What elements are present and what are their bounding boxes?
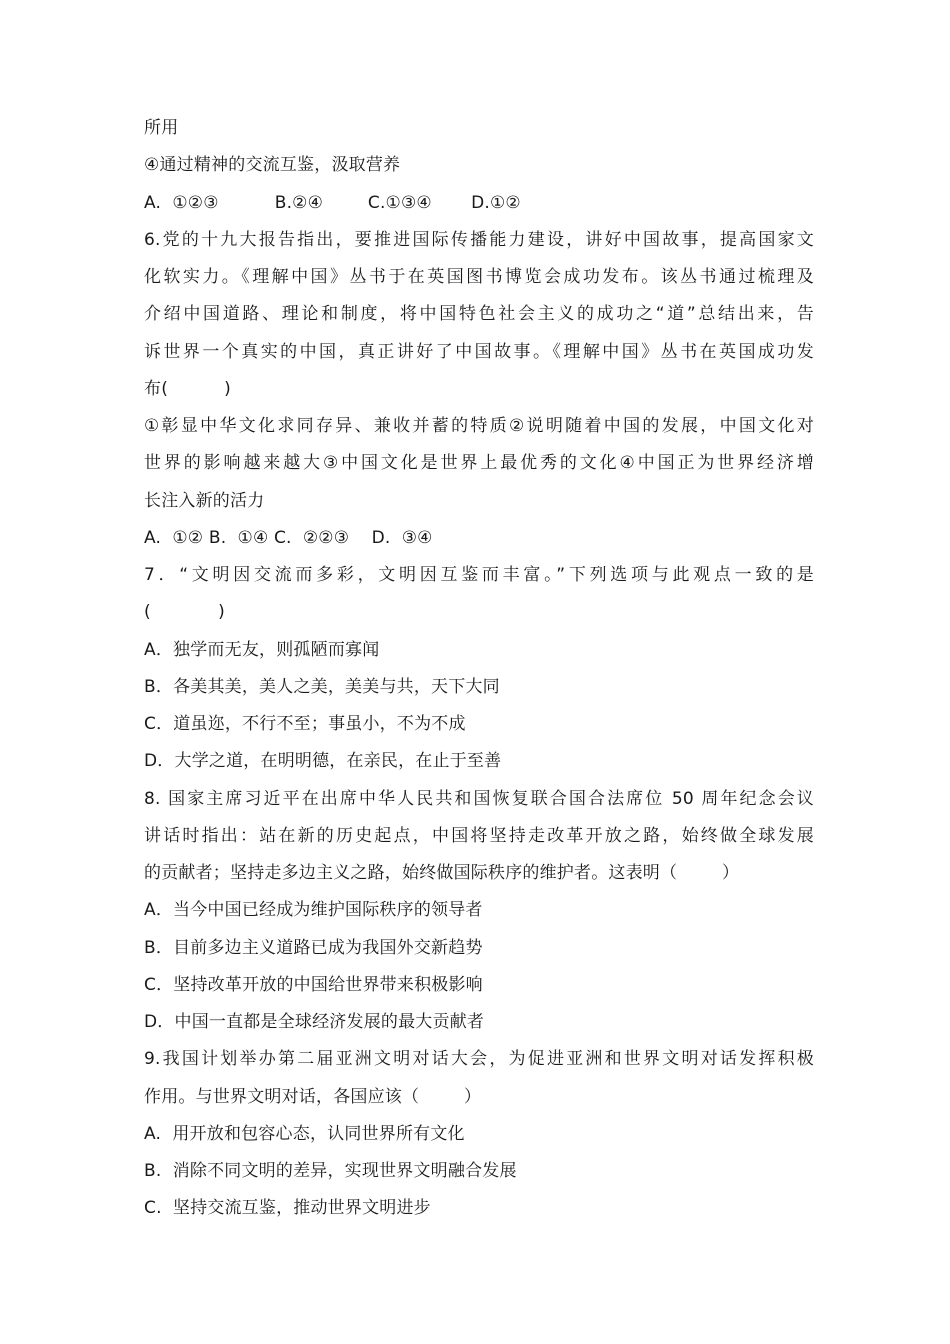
question-6-text: 诉世界一个真实的中国，真正讲好了中国故事。《理解中国》丛书在英国成功发 bbox=[144, 341, 814, 362]
question-8-text: 的贡献者；坚持走多边主义之路，始终做国际秩序的维护者。这表明（ ） bbox=[144, 863, 740, 883]
document-body bbox=[144, 110, 814, 1228]
question-6-text: 布( ) bbox=[144, 378, 231, 399]
option-b-q9: B. 消除不同文明的差异，实现世界文明融合发展 bbox=[144, 1161, 517, 1181]
question-7-text: 7．“文明因交流而多彩，文明因互鉴而丰富。”下列选项与此观点一致的是 bbox=[144, 565, 814, 585]
question-6-text: 介绍中国道路、理论和制度，将中国特色社会主义的成功之“道”总结出来，告 bbox=[144, 304, 814, 325]
option-d-q8: D．中国一直都是全球经济发展的最大贡献者 bbox=[144, 1012, 485, 1032]
option-a-q9: A. 用开放和包容心态，认同世界所有文化 bbox=[144, 1123, 465, 1144]
question-6-statements: 世界的影响越来越大③中国文化是世界上最优秀的文化④中国正为世界经济增 bbox=[144, 453, 814, 474]
option-b-q8: B．目前多边主义道路已成为我国外交新趋势 bbox=[144, 937, 483, 958]
option-b-q7: B．各美其美，美人之美，美美与共，天下大同 bbox=[144, 676, 500, 697]
option-a-q7: A．独学而无友，则孤陋而寡闻 bbox=[144, 639, 380, 660]
question-6-statements: ①彰显中华文化求同存异、兼收并蓄的特质②说明随着中国的发展，中国文化对 bbox=[144, 416, 814, 436]
question-6-text: 化软实力。《理解中国》丛书于在英国图书博览会成功发布。该丛书通过梳理及 bbox=[144, 267, 814, 287]
question-8-text: 8. 国家主席习近平在出席中华人民共和国恢复联合国合法席位 50 周年纪念会议 bbox=[144, 788, 814, 809]
option-c-q9: C. 坚持交流互鉴，推动世界文明进步 bbox=[144, 1198, 431, 1219]
option-c-q7: C．道虽迩，不行不至；事虽小，不为不成 bbox=[144, 714, 466, 734]
option-c-q8: C．坚持改革开放的中国给世界带来积极影响 bbox=[144, 974, 483, 995]
question-8-text: 讲话时指出：站在新的历史起点，中国将坚持走改革开放之路，始终做全球发展 bbox=[144, 825, 814, 846]
question-9-text: 9.我国计划举办第二届亚洲文明对话大会，为促进亚洲和世界文明对话发挥积极 bbox=[144, 1049, 814, 1070]
question-6-text: 6.党的十九大报告指出，要推进国际传播能力建设，讲好中国故事，提高国家文 bbox=[144, 229, 814, 250]
answer-options-q5: A. ①②③ B.②④ C.①③④ D.①② bbox=[144, 192, 521, 213]
text-line: ④通过精神的交流互鉴，汲取营养 bbox=[144, 155, 401, 176]
question-6-statements: 长注入新的活力 bbox=[144, 490, 265, 511]
question-7-text: ( ) bbox=[144, 602, 225, 623]
option-a-q8: A．当今中国已经成为维护国际秩序的领导者 bbox=[144, 900, 483, 921]
option-d-q7: D．大学之道，在明明德，在亲民，在止于至善 bbox=[144, 751, 502, 772]
text-line: 所用 bbox=[144, 118, 179, 138]
answer-options-q6: A. ①② B. ①④ C. ②②③ D. ③④ bbox=[144, 527, 433, 548]
question-9-text: 作用。与世界文明对话，各国应该（ ） bbox=[144, 1086, 482, 1107]
